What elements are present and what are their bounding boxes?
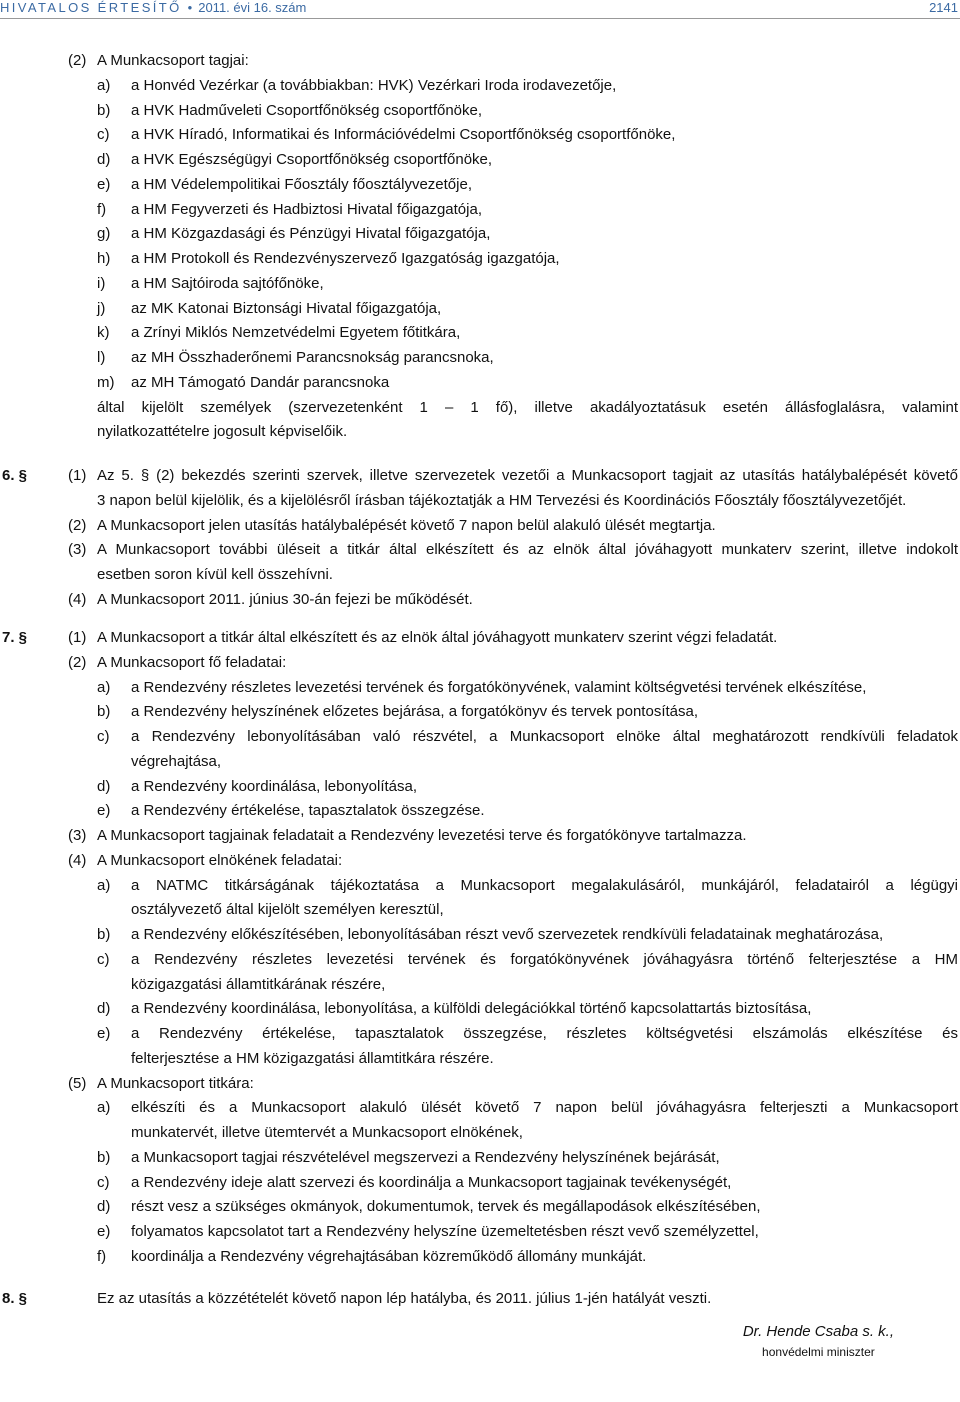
paragraph-text: A Munkacsoport a titkár által elkészített és az elnök által jóváhagyott munkaterv szerint végzi feladatát. <box>97 629 778 646</box>
list-item-label: a) <box>97 1099 111 1117</box>
paragraph-text: A Munkacsoport jelen utasítás hatálybalépését követő 7 napon belül alakuló ülését megtartja. <box>97 516 716 534</box>
list-item-text: az MH Támogató Dandár parancsnoka <box>131 373 390 391</box>
paragraph-number: (4) <box>68 851 87 869</box>
list-item-text: koordinálja a Rendezvény végrehajtásában közreműködő állomány munkáját. <box>131 1247 647 1265</box>
list-item-label: b) <box>97 101 111 119</box>
paragraph-text: A Munkacsoport tagjai: <box>97 52 249 69</box>
list-item-text: munkatervét, illetve ütemtervét a Munkacsoport elnökének, <box>131 1124 523 1141</box>
paragraph-text: A Munkacsoport 2011. június 30-án fejezi be működését. <box>97 590 473 608</box>
list-item-text: a HM Protokoll és Rendezvényszervező Igazgatóság igazgatója, <box>131 250 560 267</box>
list-item-label: m) <box>97 373 115 391</box>
paragraph-number: (3) <box>68 827 87 844</box>
section-number: 7. § <box>2 629 28 646</box>
list-item-text: a HM Védelempolitikai Főosztály főosztályvezetője, <box>131 175 472 193</box>
paragraph-text: A Munkacsoport titkára: <box>97 1074 254 1092</box>
list-item-text: a HM Közgazdasági és Pénzügyi Hivatal főigazgatója, <box>131 225 491 243</box>
list-item-text: a Rendezvény értékelése, tapasztalatok összegzése. <box>131 802 485 820</box>
list-item-text: közigazgatási államtitkárának részére, <box>131 975 386 993</box>
list-item-label: l) <box>97 349 106 366</box>
list-item-label: e) <box>97 1025 111 1042</box>
header-journal-info <box>0 0 306 15</box>
list-item-text: osztályvezető által kijelölt személyen keresztül, <box>131 901 444 919</box>
paragraph-text: A Munkacsoport fő feladatai: <box>97 653 287 671</box>
journal-title: HIVATALOS ÉRTESÍTŐ <box>0 0 182 15</box>
paragraph-number: (1) <box>68 629 87 646</box>
section-number: 6. § <box>2 467 28 484</box>
list-item-text: a Rendezvény értékelése, tapasztalatok összegzése, részletes költségvetési elszámolás elkészítése és <box>131 1025 958 1042</box>
list-item-label: a) <box>97 678 111 696</box>
list-item-text: a Rendezvény helyszínének előzetes bejárása, a forgatókönyv és tervek pontosítása, <box>131 703 699 721</box>
paragraph-text: esetben soron kívül kell összehívni. <box>97 566 333 583</box>
list-item-label: h) <box>97 250 111 267</box>
list-item-label: c) <box>97 950 110 968</box>
list-item-label: e) <box>97 175 111 193</box>
paragraph-number: (2) <box>68 52 87 69</box>
paragraph-text: nyilatkozattételre jogosult képviselőik. <box>97 423 348 441</box>
signatory-name: Dr. Hende Csaba s. k., <box>742 1323 894 1340</box>
list-item-text: végrehajtása, <box>131 752 222 770</box>
list-item-text: a Rendezvény koordinálása, lebonyolítása, a külföldi delegációkkal történő kapcsolattartás biztosítása, <box>131 1000 812 1018</box>
list-item-label: d) <box>97 1000 111 1018</box>
paragraph-text: által kijelölt személyek (szervezetenként 1 – 1 fő), illetve akadályoztatásuk esetén állásfoglalásra, valamint <box>97 398 958 416</box>
list-item-label: f) <box>97 200 107 218</box>
list-item-text: felterjesztése a HM közigazgatási államtitkára részére. <box>131 1049 494 1067</box>
list-item-text: a Rendezvény részletes levezetési tervének és forgatókönyvének, valamint költségvetési tervének elkészítése, <box>131 678 867 696</box>
list-item-label: c) <box>97 126 110 144</box>
list-item-label: c) <box>97 1173 110 1191</box>
list-item-text: a NATMC titkárságának tájékoztatása a Munkacsoport megalakulásáról, munkájáról, feladatairól a légügyi <box>131 876 958 894</box>
list-item-label: a) <box>97 876 111 894</box>
list-item-label: i) <box>97 274 106 292</box>
list-item-label: b) <box>97 926 111 943</box>
header-bullet: • <box>187 0 193 15</box>
list-item-label: k) <box>97 324 110 342</box>
paragraph-number: (5) <box>68 1074 87 1092</box>
list-item-text: a HVK Híradó, Informatikai és Információvédelmi Csoportfőnökség csoportfőnöke, <box>131 126 676 144</box>
list-item-text: a HVK Egészségügyi Csoportfőnökség csoportfőnöke, <box>131 151 493 168</box>
list-item-text: a HM Fegyverzeti és Hadbiztosi Hivatal főigazgatója, <box>131 200 482 218</box>
paragraph-text: A Munkacsoport további üléseit a titkár által elkészített és az elnök által jóváhagyott munkaterv szerint, illetve indokolt <box>97 541 958 559</box>
list-item-text: a HM Sajtóiroda sajtófőnöke, <box>131 274 324 292</box>
list-item-label: a) <box>97 76 111 94</box>
list-item-text: a Rendezvény ideje alatt szervezi és koordinálja a Munkacsoport tagjainak tevékenységét, <box>131 1173 732 1191</box>
list-item-text: a Honvéd Vezérkar (a továbbiakban: HVK) Vezérkari Iroda irodavezetője, <box>131 76 617 94</box>
signatory-title: honvédelmi miniszter <box>762 1345 875 1359</box>
page-header <box>0 0 960 19</box>
list-item-label: f) <box>97 1247 107 1265</box>
list-item-text: a HVK Hadműveleti Csoportfőnökség csoportfőnöke, <box>131 101 483 119</box>
list-item-text: részt vesz a szükséges okmányok, dokumentumok, tervek és megállapodások elkészítésében, <box>131 1198 761 1216</box>
section-number: 8. § <box>2 1290 28 1307</box>
paragraph-text: Az 5. § (2) bekezdés szerinti szervek, illetve szervezetek vezetői a Munkacsoport tagjait az utasítás hatálybalépését követő <box>97 467 958 484</box>
list-item-label: e) <box>97 802 111 820</box>
list-item-label: d) <box>97 151 111 168</box>
list-item-text: a Rendezvény részletes levezetési tervének és forgatókönyvének jóváhagyásra történő felterjesztése a HM <box>131 950 958 968</box>
paragraph-number: (1) <box>68 467 87 484</box>
list-item-label: b) <box>97 703 111 721</box>
list-item-label: c) <box>97 728 110 745</box>
issue-label: 2011. évi 16. szám <box>198 0 307 15</box>
list-item-label: g) <box>97 225 111 243</box>
list-item-text: a Zrínyi Miklós Nemzetvédelmi Egyetem főtitkára, <box>131 324 461 342</box>
list-item-text: elkészíti és a Munkacsoport alakuló ülését követő 7 napon belül jóváhagyásra felterjeszti a Munkacsoport <box>131 1099 958 1117</box>
list-item-label: e) <box>97 1223 111 1240</box>
list-item-text: az MK Katonai Biztonsági Hivatal főigazgatója, <box>131 299 442 317</box>
list-item-label: d) <box>97 777 111 795</box>
list-item-text: a Rendezvény előkészítésében, lebonyolításában részt vevő szervezetek rendkívüli feladatainak meghatározása, <box>131 926 884 943</box>
paragraph-text: A Munkacsoport elnökének feladatai: <box>97 851 343 869</box>
paragraph-text: 3 napon belül kijelölik, és a kijelölésről írásban tájékoztatják a HM Tervezési és Koordinációs Főosztály főosztályvezetőjét. <box>97 491 907 509</box>
paragraph-text: Ez az utasítás a közzétételét követő napon lép hatályba, és 2011. július 1-jén hatályát veszti. <box>97 1290 712 1307</box>
list-item-text: folyamatos kapcsolatot tart a Rendezvény helyszíne üzemeltetésben részt vevő személyzettel, <box>131 1223 759 1240</box>
list-item-text: a Rendezvény koordinálása, lebonyolítása, <box>131 777 418 795</box>
paragraph-text: A Munkacsoport tagjainak feladatait a Rendezvény levezetési terve és forgatókönyve tartalmazza. <box>97 827 747 844</box>
paragraph-number: (2) <box>68 653 87 671</box>
list-item-label: d) <box>97 1198 111 1216</box>
list-item-text: a Munkacsoport tagjai részvételével megszervezi a Rendezvény helyszínének bejárását, <box>131 1148 720 1166</box>
list-item-label: j) <box>97 299 106 317</box>
paragraph-number: (4) <box>68 590 87 608</box>
paragraph-number: (2) <box>68 516 87 534</box>
list-item-text: az MH Összhaderőnemi Parancsnokság parancsnoka, <box>131 349 494 366</box>
list-item-text: a Rendezvény lebonyolításában való részvétel, a Munkacsoport elnöke által meghatározott rendkívüli feladatok <box>131 728 958 745</box>
paragraph-number: (3) <box>68 541 87 559</box>
list-item-label: b) <box>97 1148 111 1166</box>
signature-block <box>743 1320 894 1360</box>
page-number: 2141 <box>929 0 958 15</box>
